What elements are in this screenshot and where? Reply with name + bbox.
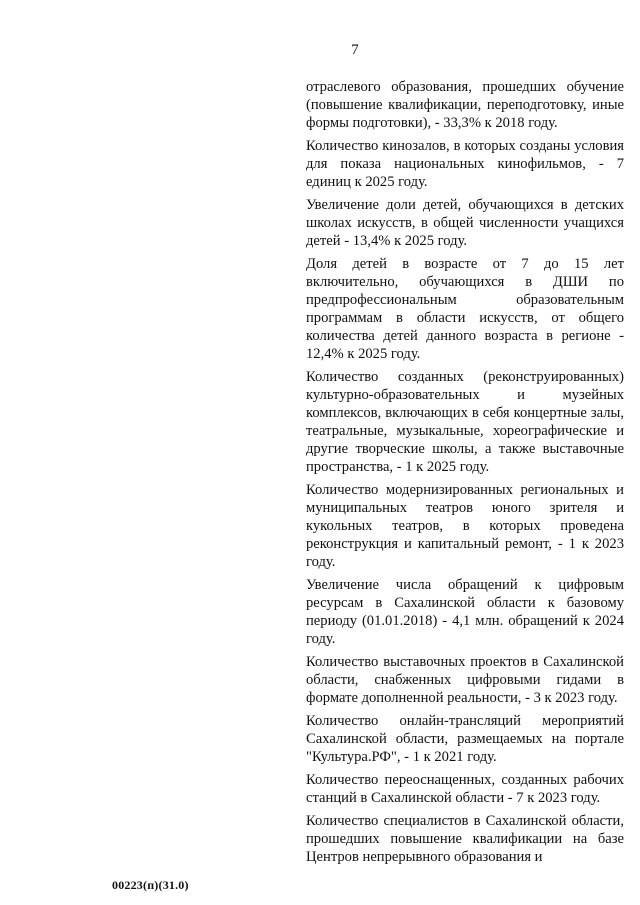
document-code: 00223(п)(31.0) xyxy=(112,878,189,892)
paragraph-7: Увеличение числа обращений к цифровым ресурсам в Сахалинской области к базовому периоду (01.01.2018) - 4,1 млн. обращений к 2024 году. xyxy=(306,577,624,647)
paragraph-5: Количество созданных (реконструированных) культурно-образовательных и музейных комплексов, включающих в себя концертные залы, театральные, музыкальные, хореографические и другие творческие школы, а также выставочные пространства, - 1 к 2025 году. xyxy=(306,369,624,475)
paragraph-9: Количество онлайн-трансляций мероприятий Сахалинской области, размещаемых на портале "Культура.РФ", - 1 к 2021 году. xyxy=(306,713,624,765)
paragraph-2: Количество кинозалов, в которых созданы условия для показа национальных кинофильмов, - 7 единиц к 2025 году. xyxy=(306,138,624,190)
paragraph-11: Количество специалистов в Сахалинской области, прошедших повышение квалификации на базе Центров непрерывного образования и xyxy=(306,813,624,865)
page-number: 7 xyxy=(351,42,359,58)
paragraph-3: Увеличение доли детей, обучающихся в детских школах искусств, в общей численности учащихся детей - 13,4% к 2025 году. xyxy=(306,197,624,249)
paragraph-6: Количество модернизированных региональных и муниципальных театров юного зрителя и кукольных театров, в которых проведена реконструкция и капитальный ремонт, - 1 к 2023 году. xyxy=(306,482,624,570)
paragraph-1: отраслевого образования, прошедших обучение (повышение квалификации, переподготовку, иные формы подготовки), - 33,3% к 2018 году. xyxy=(306,79,624,131)
paragraph-10: Количество переоснащенных, созданных рабочих станций в Сахалинской области - 7 к 2023 году. xyxy=(306,772,624,806)
paragraph-8: Количество выставочных проектов в Сахалинской области, снабженных цифровыми гидами в формате дополненной реальности, - 3 к 2023 году. xyxy=(306,654,624,706)
paragraph-4: Доля детей в возрасте от 7 до 15 лет включительно, обучающихся в ДШИ по предпрофессиональным образовательным программам в области искусств, от общего количества детей данного возраста в регионе - 12,4% к 2025 году. xyxy=(306,256,624,362)
document-body xyxy=(306,78,624,871)
